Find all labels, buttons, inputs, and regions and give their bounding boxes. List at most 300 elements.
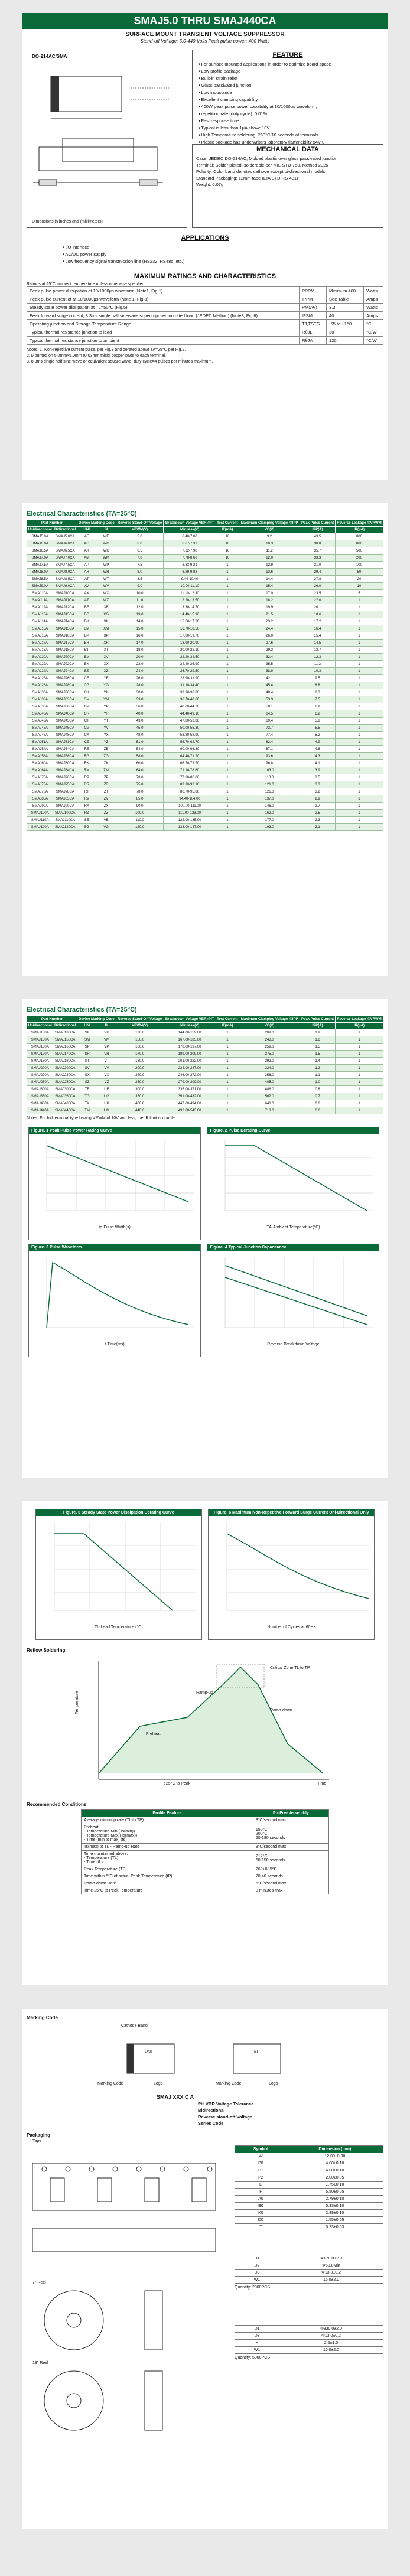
table-cell: 40.0 (116, 710, 164, 718)
table-cell: TM (77, 1107, 97, 1114)
table-cell: VT (97, 1058, 116, 1065)
table-cell: 1 (335, 611, 383, 618)
table-cell: RK (77, 760, 96, 767)
table-row (27, 682, 383, 689)
table-cell: 1 (216, 710, 239, 718)
ec-subheader-row (27, 1023, 383, 1029)
table-cell: ZV (96, 795, 116, 803)
table-cell: SMAJ48CA (53, 732, 77, 739)
table-cell: WZ (96, 597, 116, 604)
table-cell: 200.0 (116, 1065, 164, 1072)
table-cell: SMAJ17CA (53, 640, 77, 647)
table-cell: CE (77, 675, 96, 682)
max-ratings-section (27, 273, 383, 365)
table-cell: 1 (216, 810, 239, 817)
table-cell: 1 (335, 661, 383, 668)
table-cell: SMAJ78A (27, 788, 53, 795)
table-cell: SMAJ5.0A (27, 533, 53, 540)
rating-row (27, 328, 383, 337)
table-cell: SMAJ300A (27, 1086, 53, 1093)
table-cell: 178.00-197.00 (164, 1044, 216, 1051)
pk-header-cell: Dimension (mm) (287, 2146, 383, 2153)
table-cell: SMAJ90A (27, 803, 53, 810)
table-cell: XM (96, 625, 116, 632)
table-cell: 1 (216, 781, 239, 788)
table-cell: 12.0 (116, 604, 164, 611)
table-cell: SMAJ7.5A (27, 562, 53, 569)
table-cell: SMAJ58A (27, 753, 53, 760)
table-cell: 1 (216, 576, 239, 583)
table-cell: CX (77, 732, 96, 739)
table-cell: 1 (216, 767, 239, 774)
table-cell: 1 (216, 1107, 239, 1114)
reflow-cell: Time within 5°C of actual Peak Temperature (tP) (82, 1873, 253, 1880)
table-cell: 18.2 (239, 597, 300, 604)
rating-cell: 40 (327, 312, 364, 320)
table-cell: SMAJ45A (27, 725, 53, 732)
table-cell: 24.0 (116, 668, 164, 675)
table-cell: 20.0 (116, 654, 164, 661)
table-cell: SMAJ64A (27, 767, 53, 774)
reflow-row (82, 1866, 329, 1873)
pk-cell: Φ13.0±0.2 (279, 2270, 383, 2277)
table-cell: UE (97, 1086, 116, 1093)
table-row (27, 718, 383, 725)
reflow-ylabel: Temperature (75, 1691, 79, 1714)
feature-item: ■ repetition rate (duty cycle): 0.01% (199, 110, 383, 118)
table-cell: 28.90-31.90 (164, 675, 216, 682)
table-cell: 1 (335, 781, 383, 788)
table-cell: 14.0 (116, 618, 164, 625)
ec-subheader-cell: BI (96, 527, 116, 533)
table-cell: 1 (335, 682, 383, 689)
table-cell: 1 (216, 661, 239, 668)
table-cell: 1 (335, 1086, 383, 1093)
table-row (27, 781, 383, 788)
table-cell: VR (97, 1051, 116, 1058)
table-row (27, 640, 383, 647)
figure-5 (35, 1509, 202, 1640)
table-cell: SMAJ40CA (53, 710, 77, 718)
table-cell: SMAJ170A (27, 1051, 53, 1058)
table-cell: 300.0 (116, 1086, 164, 1093)
table-cell: SMAJ8.0CA (53, 569, 77, 576)
rating-cell: RθJA (300, 337, 327, 345)
table-cell: 440.0 (116, 1107, 164, 1114)
rating-cell: 120 (327, 337, 364, 345)
ec-subheader-cell: Min-Max(V) (164, 1023, 216, 1029)
reflow-header-cell: Pb-Free Assembly (253, 1810, 328, 1817)
table-cell: 6.5 (116, 547, 164, 555)
package-label: DO-214AC/SMA (32, 54, 67, 59)
table-cell: SMAJ400A (27, 1100, 53, 1107)
application-item: ■ Low frequency signal transmission line (RS232, RS485, etc.) (63, 258, 383, 265)
ec-subheader-cell: UNI (77, 1023, 97, 1029)
table-row (27, 1044, 383, 1051)
table-cell: 47.80-52.80 (164, 718, 216, 725)
table-cell: BT (77, 647, 96, 654)
table-cell: 405.0 (239, 1079, 300, 1086)
table-cell: SMAJ170CA (53, 1051, 77, 1058)
rating-cell: Peak pulse current of at 10/1000μs waveform (Note 1, Fig.3) (27, 295, 300, 304)
table-cell: 1 (335, 1079, 383, 1086)
logo-label: Logo (154, 2082, 163, 2086)
ec-header-cell: Device Marking Code (77, 1016, 116, 1023)
table-cell: 43.0 (116, 718, 164, 725)
table-cell: SMAJ100A (27, 810, 53, 817)
table-cell: 7.0 (116, 555, 164, 562)
pn-item: Series Code (198, 2121, 224, 2126)
table-cell: SMAJ8.5CA (53, 576, 77, 583)
table-cell: 27.6 (239, 640, 300, 647)
table-cell: 75.0 (116, 781, 164, 788)
rating-note: 2. Mounted on 5.0mm×5.0mm (0.03mm thick) copper pads to each terminal. (27, 354, 166, 358)
feature-item: ■ Excellent clamping capability (199, 96, 383, 103)
table-cell: 486.0 (239, 1086, 300, 1093)
table-cell: 15.0 (116, 625, 164, 632)
figure-6-plot-icon (209, 1516, 373, 1622)
datasheet-page-2 (22, 503, 388, 976)
table-cell: 144.00-159.00 (164, 1029, 216, 1036)
table-cell: WP (96, 562, 116, 569)
rating-cell: Amps (364, 295, 383, 304)
table-cell: 12.3 (300, 654, 336, 661)
table-cell: XT (96, 647, 116, 654)
pk-cell: 2.5±1.0 (279, 2340, 383, 2347)
table-cell: 1 (216, 1093, 239, 1100)
table-cell: 2.9 (300, 795, 336, 803)
table-cell: 648.0 (239, 1100, 300, 1107)
table-cell: 7.78-8.60 (164, 555, 216, 562)
table-cell: AX (77, 590, 96, 597)
ec-subheader-cell: Unidirectional (27, 1023, 53, 1029)
rating-cell: PM(AV) (300, 304, 327, 312)
ec-subheader-cell: UNI (77, 527, 96, 533)
table-cell: SMAJ51A (27, 739, 53, 746)
pk-cell: 2.79±0.10 (287, 2196, 383, 2203)
reflow-cell: 20-40 seconds (253, 1873, 328, 1880)
table-cell: 71.10-78.60 (164, 767, 216, 774)
table-cell: 18.0 (116, 647, 164, 654)
table-cell: 16.4 (300, 625, 336, 632)
table-cell: 1.2 (300, 1065, 336, 1072)
table-cell: BR (77, 640, 96, 647)
table-cell: SMAJ100CA (53, 810, 77, 817)
table-cell: SMAJ6.5A (27, 547, 53, 555)
pk-cell: 1.75±0.10 (287, 2182, 383, 2189)
table-cell: WR (96, 569, 116, 576)
rating-cell: °C/W (364, 328, 383, 337)
table-cell: ZM (96, 767, 116, 774)
feature-item: ■ Plastic package has underwriters laboratory flammability 94V-0 (199, 139, 383, 146)
table-cell: 1 (335, 803, 383, 810)
table-cell: SMAJ18A (27, 647, 53, 654)
table-cell: SMAJ78CA (53, 788, 77, 795)
ec-subheader-cell: Unidirectional (27, 527, 53, 533)
table-row (27, 795, 383, 803)
reflow-row (82, 1873, 329, 1880)
table-cell: SP (77, 1044, 97, 1051)
table-cell: 400.0 (116, 1100, 164, 1107)
time-axis-label: t 25°C to Peak (164, 1782, 191, 1786)
table-cell: XR (96, 640, 116, 647)
table-cell: SMAJ10A (27, 590, 53, 597)
pk-cell: A0 (235, 2196, 287, 2203)
figure-2-plot-icon (207, 1134, 378, 1222)
table-cell: 259.0 (239, 1044, 300, 1051)
table-cell: SMAJ120A (27, 824, 53, 831)
table-cell: YR (96, 710, 116, 718)
table-cell: SMAJ85A (27, 795, 53, 803)
pn-pattern: SMAJ XXX C A (157, 2094, 194, 2100)
table-cell: 1 (216, 689, 239, 696)
table-cell: 1 (335, 1093, 383, 1100)
table-cell: 26.0 (239, 632, 300, 640)
table-row (27, 824, 383, 831)
table-cell: 1 (216, 760, 239, 767)
table-cell: 146.0 (239, 803, 300, 810)
table-cell: 1 (216, 1086, 239, 1093)
table-cell: SMAJ33A (27, 696, 53, 703)
table-cell: 1 (335, 746, 383, 753)
table-cell: 96.8 (239, 760, 300, 767)
table-cell: SMAJ16A (27, 632, 53, 640)
table-cell: 29.2 (239, 647, 300, 654)
table-cell: VM (97, 1036, 116, 1044)
table-cell: SMAJ440A (27, 1107, 53, 1114)
table-cell: SX (77, 1072, 97, 1079)
table-cell: 20.1 (300, 604, 336, 611)
table-cell: SK (77, 1029, 97, 1036)
table-cell: SMAJ8.5A (27, 576, 53, 583)
table-cell: UK (97, 1100, 116, 1107)
table-cell: 24.40-26.90 (164, 661, 216, 668)
packaging-tables (235, 2145, 383, 2439)
table-cell: AZ (77, 597, 96, 604)
feature-column (192, 50, 383, 228)
pk-cell: T (235, 2224, 287, 2231)
pk-cell: E (235, 2182, 287, 2189)
rating-row (27, 320, 383, 328)
table-cell: 20.00-22.10 (164, 647, 216, 654)
table-cell: 1 (335, 1058, 383, 1065)
table-cell: 2.1 (300, 824, 336, 831)
table-cell: 121.0 (239, 781, 300, 788)
table-row (27, 668, 383, 675)
table-cell: 800 (335, 540, 383, 547)
table-cell: 1 (216, 1036, 239, 1044)
figure-1-title: Figure. 1 Peak Pulse Power Rating Curve (29, 1127, 200, 1134)
table-cell: 1 (216, 803, 239, 810)
table-cell: 1 (216, 569, 239, 576)
figure-4 (207, 1244, 379, 1357)
table-row (27, 803, 383, 810)
table-cell: 17.0 (239, 590, 300, 597)
table-cell: 1 (216, 1079, 239, 1086)
rating-cell: IFSM (300, 312, 327, 320)
table-cell: 1 (335, 625, 383, 632)
table-cell: WG (96, 540, 116, 547)
table-cell: 15.4 (239, 583, 300, 590)
table-cell: 447.00-494.00 (164, 1100, 216, 1107)
mechanical-item: Standard Packaging: 12mm tape (EIA STD RS-481) (196, 175, 298, 181)
ec-header-row (27, 520, 383, 527)
table-cell: BM (77, 625, 96, 632)
table-cell: 72.7 (239, 725, 300, 732)
reel7-quantity: Quantity: 2000PCS (235, 2285, 270, 2290)
table-cell: 6.67-7.37 (164, 540, 216, 547)
table-cell: SMAJ13CA (53, 611, 77, 618)
table-cell: 160.0 (116, 1044, 164, 1051)
ec-subheader-cell: IT(mA) (216, 1023, 239, 1029)
table-cell: SMAJ11A (27, 597, 53, 604)
table-cell: 1 (335, 696, 383, 703)
table-cell: 193.0 (239, 824, 300, 831)
logo-label-2: Logo (269, 2082, 278, 2086)
table-cell: 167.00-185.00 (164, 1036, 216, 1044)
table-cell: ZK (96, 760, 116, 767)
table-cell: XE (96, 604, 116, 611)
table-cell: SMAJ26CA (53, 675, 77, 682)
table-cell: 1 (335, 1100, 383, 1107)
pn-item: 5% VBR Voltage Tolerance (198, 2101, 254, 2107)
table-cell: 30.0 (116, 689, 164, 696)
table-row (27, 611, 383, 618)
table-cell: CK (77, 689, 96, 696)
table-cell: XG (96, 611, 116, 618)
feature-list (193, 61, 383, 146)
ec-subheader-row (27, 527, 383, 533)
table-cell: SMAJ250A (27, 1079, 53, 1086)
table-cell: YG (96, 682, 116, 689)
rating-cell: PPPM (300, 287, 327, 295)
ramp-up-label: Ramp-up (196, 1691, 213, 1695)
table-cell: 1 (216, 597, 239, 604)
ec-header-cell: Test Current (216, 520, 239, 527)
ec-header-cell: Test Current (216, 1016, 239, 1023)
table-cell: 1 (216, 774, 239, 781)
table-cell: 5.8 (300, 718, 336, 725)
table-cell: 10 (216, 555, 239, 562)
table-cell: 83.30-92.10 (164, 781, 216, 788)
table-row (27, 583, 383, 590)
doc-title: SMAJ5.0 THRU SMAJ440CA (134, 15, 276, 27)
figure-3 (28, 1244, 201, 1357)
table-cell: CG (77, 682, 96, 689)
table-cell: 26.0 (116, 675, 164, 682)
table-cell: AE (77, 533, 96, 540)
table-cell: SMAJ6.0CA (53, 540, 77, 547)
rating-cell: 30 (327, 328, 364, 337)
table-cell: 42.1 (239, 675, 300, 682)
table-cell: 16.0 (116, 632, 164, 640)
marking-code-label-2: Marking Code (216, 2082, 242, 2086)
table-cell: 77.4 (239, 732, 300, 739)
table-cell: 1 (335, 710, 383, 718)
table-cell: 1 (216, 682, 239, 689)
table-cell: SMAJ350A (27, 1093, 53, 1100)
rating-cell: Peak forward surge current, 8.3ms single half sinewave superimposed on rated load (JEDEC Method) (Note3, Fig.6) (27, 312, 300, 320)
rating-row (27, 287, 383, 295)
mechanical-item: Polarity: Color band denotes cathode except bi-directional models (196, 169, 326, 174)
table-cell: 31.0 (300, 562, 336, 569)
table-cell: SMAJ200CA (53, 1065, 77, 1072)
table-cell: 48.0 (116, 732, 164, 739)
figure-6 (208, 1509, 375, 1640)
table-cell: RX (77, 803, 96, 810)
table-cell: SMAJ75CA (53, 781, 77, 788)
table-cell: ZR (96, 781, 116, 788)
table-cell: 1 (335, 767, 383, 774)
table-cell: SMAJ7.0CA (53, 555, 77, 562)
table-cell: 70.0 (116, 774, 164, 781)
ec-subheader-cell: Bidirectional (53, 1023, 77, 1029)
ec-header-cell: Maximum Clamping Voltage @IPP (239, 520, 300, 527)
table-cell: ZG (96, 753, 116, 760)
table-cell: 26.0 (300, 583, 336, 590)
max-ratings-note: Ratings at 25°C ambient temperature unless otherwise specified (27, 282, 145, 286)
table-cell: 53.30-58.90 (164, 732, 216, 739)
table-cell: 1 (335, 810, 383, 817)
table-cell: 51.0 (116, 739, 164, 746)
pk-cell: D0 (235, 2217, 287, 2224)
table-cell: 1 (335, 597, 383, 604)
table-cell: 8.3 (300, 689, 336, 696)
feature-item: ■ Fast response time (199, 118, 383, 125)
table-cell: 1 (335, 689, 383, 696)
rating-cell: RθJL (300, 328, 327, 337)
table-cell: SMAJ36CA (53, 703, 77, 710)
table-row (27, 625, 383, 632)
table-cell: 1 (335, 675, 383, 682)
table-cell: SMAJ22CA (53, 661, 77, 668)
max-ratings-notes (27, 347, 383, 365)
table-cell: 32.4 (239, 654, 300, 661)
pk-cell: B0 (235, 2203, 287, 2210)
reflow-row (82, 1844, 329, 1851)
table-cell: 1 (335, 1029, 383, 1036)
table-cell: SMAJ36A (27, 703, 53, 710)
table-cell: SMAJ12CA (53, 604, 77, 611)
pk-row (235, 2182, 383, 2189)
table-cell: 0.6 (300, 1107, 336, 1114)
table-cell: 35.7 (300, 547, 336, 555)
pn-items (198, 2101, 253, 2127)
table-cell: 11.10-12.30 (164, 590, 216, 597)
table-cell: 3.5 (300, 774, 336, 781)
table-cell: 350.0 (116, 1093, 164, 1100)
table-cell: 22.0 (116, 661, 164, 668)
reflow-xlabel: Time (317, 1782, 327, 1786)
table-cell: 250.0 (116, 1079, 164, 1086)
table-cell: 335.00-371.00 (164, 1086, 216, 1093)
table-cell: 38.8 (300, 540, 336, 547)
table-cell: 0.6 (300, 1100, 336, 1107)
figure-3-plot-icon (29, 1251, 199, 1339)
bidir-note: Notes: For bidirectional type having VRWM of 10V and less, the IR limit is double. (27, 1116, 176, 1120)
ramp-down-label: Ramp-down (270, 1708, 292, 1713)
table-cell: RR (77, 781, 96, 788)
table-cell: YE (96, 675, 116, 682)
table-cell: 567.0 (239, 1093, 300, 1100)
table-cell: SMAJ7.0A (27, 555, 53, 562)
table-cell: 1.6 (300, 1036, 336, 1044)
reflow-row (82, 1880, 329, 1887)
doc-subtitle: SURFACE MOUNT TRANSIENT VOLTAGE SUPPRESSOR (125, 31, 285, 38)
table-cell: 103.0 (239, 767, 300, 774)
max-ratings-title: MAXIMUM RATINGS AND CHARACTERISTICS (134, 273, 276, 280)
pk-cell: P1 (235, 2167, 287, 2174)
